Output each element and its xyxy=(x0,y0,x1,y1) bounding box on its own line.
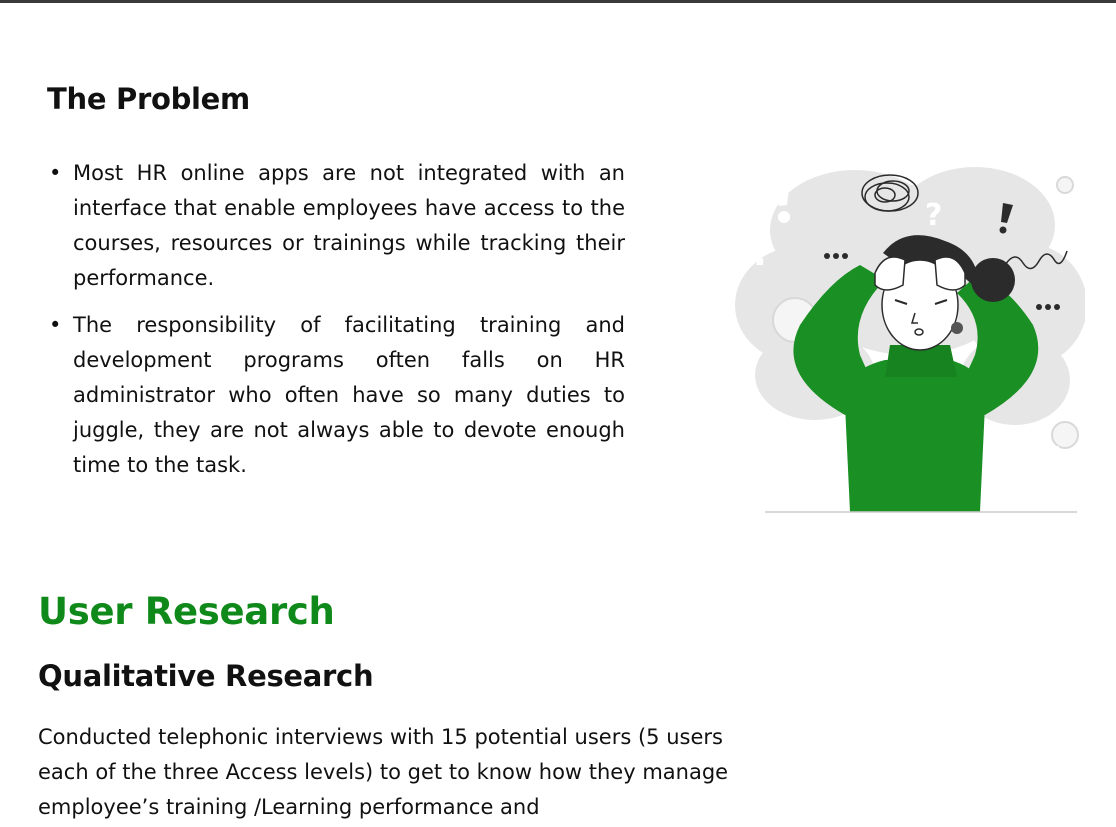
stressed-woman-illustration xyxy=(735,155,1085,517)
problem-bullet-1 xyxy=(47,156,625,296)
problem-bullet-text: Most HR online apps are not integrated with an interface that enable employees have access to the courses, resources or trainings while tracking their performance. xyxy=(73,161,625,290)
qualitative-research-heading: Qualitative Research xyxy=(38,659,374,693)
svg-text:?: ? xyxy=(750,230,773,274)
problem-heading: The Problem xyxy=(47,82,250,116)
svg-text:?: ? xyxy=(925,198,943,233)
top-divider xyxy=(0,0,1116,3)
svg-text:¿: ¿ xyxy=(1045,434,1065,474)
problem-list xyxy=(47,156,625,495)
bullet-dot-icon: • xyxy=(49,313,62,337)
problem-bullet-text: The responsibility of facilitating training and development programs often falls on HR administrator who often have so many duties to juggle, they are not always able to devote enough time to the task. xyxy=(73,313,625,477)
bullet-dot-icon: • xyxy=(49,161,62,185)
research-paragraph: Conducted telephonic interviews with 15 potential users (5 users each of the three Access levels) to get to know how they manage employee’s training /Learning performance and xyxy=(38,725,729,819)
problem-bullet-2 xyxy=(47,308,625,483)
user-research-heading: User Research xyxy=(38,590,335,633)
